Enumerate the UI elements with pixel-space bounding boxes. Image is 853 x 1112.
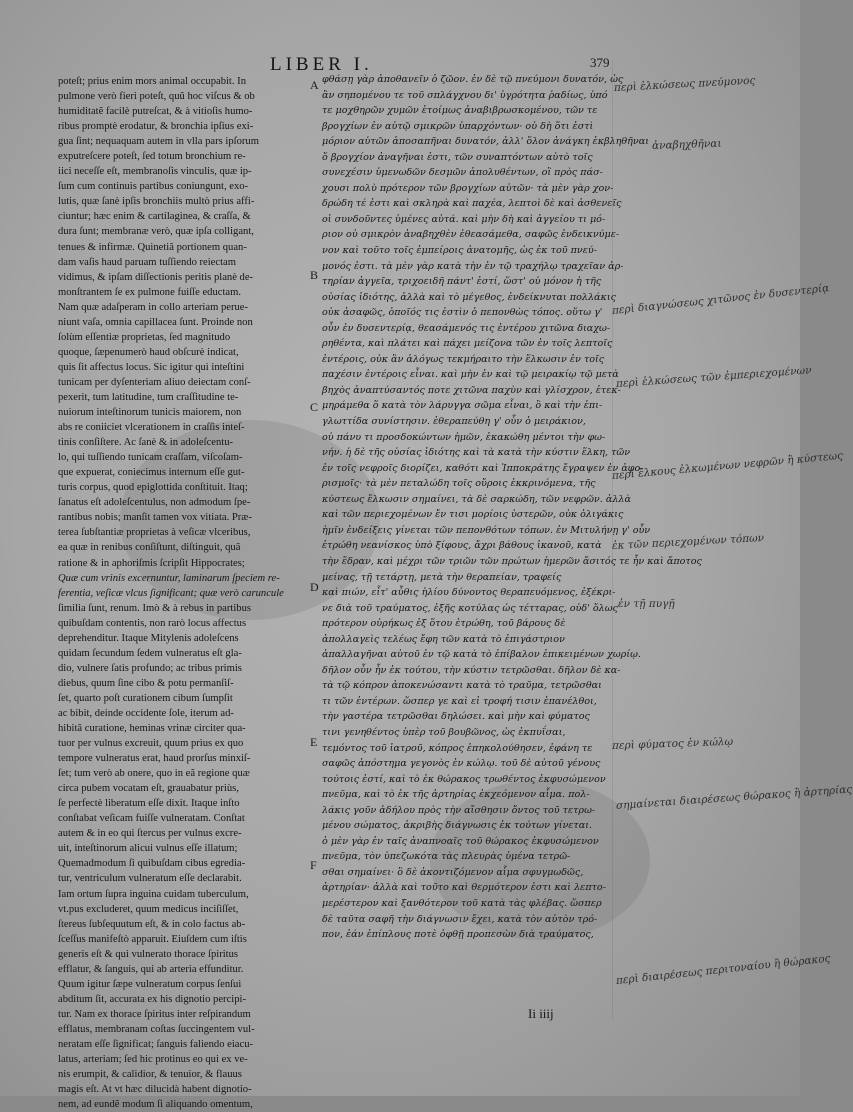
latin-line: tur. Nam ex thorace ſpiritus inter reſpirandum	[58, 1008, 251, 1020]
latin-line: vt.pus excluderet, quum medicus inciſiſſet,	[58, 903, 239, 915]
running-title: LIBER I.	[270, 54, 373, 75]
greek-line: ἀπαλλαγῆναι αὐτοῦ ἐν τῷ κατὰ τὸ ἐπίβαλον ἐπικειμένων χωρίῳ.	[322, 649, 641, 661]
latin-line: ribus promptè erodatur, & bronchia ipſius exi-	[58, 121, 254, 133]
greek-line: τούτοις ἐστί, καὶ τὸ ἐκ θώρακος τρωθέντος ἐκφυσώμενον	[322, 773, 606, 785]
greek-line: δὲ ταῦτα σαφῆ τὴν διάγνωσιν ἔχει, κατὰ τὸν αὐτὸν τρό-	[322, 913, 598, 925]
signature-mark: Ii iiij	[528, 1006, 554, 1021]
latin-line: ratione & in aphoriſmis ſcripſit Hippocrates;	[58, 557, 245, 569]
latin-line: dam vaſis haud paruam tuſſiendo reiectam	[58, 256, 236, 268]
latin-line: efflatus, membranam coſtas ſuccingentem vul-	[58, 1023, 255, 1035]
latin-line: dio, vulnere ſatis profundo; ac tribus primis	[58, 662, 242, 674]
latin-column	[58, 74, 308, 1112]
greek-line: ὅ βρογχίον ἀναγῆναι ἐστι, τῶν συναπτόντων αὐτὸ τοῖς	[322, 151, 593, 163]
latin-line: ſceſſus manifeſtò apparuit. Eiuſdem cum iſtis	[58, 933, 247, 945]
latin-line: tempore vulneratus erat, haud prorſus minxiſ-	[58, 753, 251, 765]
section-letter: B	[310, 268, 319, 282]
latin-line: ſanatus eſt adoleſcentulus, non admodum ſpe-	[58, 497, 251, 509]
latin-line: diebus, quum ſine cibo & potu permanſiſ-	[58, 677, 234, 689]
greek-line: τὴν γαστέρα τετρῶσθαι δηλώσει. καὶ μὴν καὶ φύματος	[322, 711, 590, 723]
latin-line: gua ſint; nequaquam autem in vlla pars ipſorum	[58, 136, 259, 148]
greek-line: μείνας, τῇ τετάρτῃ, μετὰ τὴν θεραπείαν, τραφείς	[322, 571, 562, 583]
greek-line: τι τῶν ἐντέρων. ὥσπερ γε καὶ εἰ τροφή τισιν ἐπανέλθοι,	[322, 695, 597, 707]
section-letter: F	[310, 858, 317, 872]
greek-line: ἂν σηπομένου τε τοῦ σπλάγχνου δι' ὑγρότητα ῥαδίως, ὑπό	[322, 89, 608, 101]
latin-line: ſolùm eſſentiæ proprietas, ſed magnitudo	[58, 331, 231, 343]
latin-line: Quum igitur ſæpe vulneratum corpus ſenſui	[58, 978, 242, 990]
latin-line: humiditatẽ facilè putreſcat, & à vitioſis humo-	[58, 106, 253, 118]
latin-line: rantibus nobis; manſit tamen vox vitiata. Præ-	[58, 512, 252, 524]
handwritten-margin-note: περὶ ἑλκώσεως τῶν ἐμπεριεχομένων	[615, 364, 812, 390]
greek-line: τε μοχθηρῶν χυμῶν ἑτοίμως ἀναβιβρωσκομένου, τῶν τε	[322, 105, 598, 117]
latin-line: autem & in eo qui ſtercus per vulnus excre-	[58, 828, 242, 840]
handwritten-margin-note: περὶ διαιρέσεως περιτοναίου ἢ θώρακος	[615, 952, 832, 987]
greek-line: ἐντέροις, οὐκ ἂν ἀλόγως τεκμήραιτο τὴν ἕλκωσιν ἐν τοῖς	[322, 353, 605, 365]
greek-line: συνεχέσιν ὑμενωδῶν δεσμῶν ἀπολυθέντων, οἳ πρὸς πάσ-	[322, 167, 603, 179]
greek-line: τὴν ἕδραν, καὶ μέχρι τῶν τριῶν τῶν πρώτων ἡμερῶν ἄσιτός τε ἦν καὶ ἄποτος	[322, 555, 702, 567]
handwritten-margin-note: σημαίνεται διαιρέσεως θώρακος ἢ ἀρτηρίας	[615, 783, 853, 812]
greek-line: πον, ἐάν ἐπίπλους ποτὲ ὀφθῇ προπεσὼν διὰ τραύματος,	[322, 929, 594, 941]
latin-line: magis eſt. At vt hæc dilucidà habent dignotio-	[58, 1084, 252, 1096]
section-letter: C	[310, 400, 319, 414]
latin-line: lutis, quæ ſanè ipſis bronchiis multò prius affi-	[58, 196, 255, 208]
greek-line: τεμόντος τοῦ ἰατροῦ, κόπρος ἐπηκολούθησεν, ἐφάνη τε	[322, 742, 593, 754]
greek-line: παχέσιν ἐντέροις εἶναι. καὶ μὴν ἐν καὶ τῷ μειρακίῳ τῷ μετὰ	[322, 369, 619, 381]
greek-line: νον καὶ τοῦτο τοῖς ἐμπείροις ἀνατομῆς, ὡς ἐκ τοῦ πνεύ-	[322, 245, 597, 257]
greek-line: οὖν ἐν δυσεντερίᾳ, θεασάμενός τις ἐντέρου χιτῶνα διαχω-	[322, 322, 611, 334]
greek-line: ἐν τοῖς νεφροῖς διορίζει, καθότι καὶ Ἱπποκράτης ἔγραψεν ἐν ἀφο-	[322, 462, 644, 474]
latin-line: tunicam per dyſenteriam aliuo deiectam conſ-	[58, 376, 251, 388]
latin-line: turis corpus, quod epiglottida conſtituit. Itaq;	[58, 482, 248, 494]
handwritten-margin-note: ἀναβηχθῆναι	[651, 137, 722, 152]
latin-line: conſtabat veſicam fuiſſe vulneratam. Conſtat	[58, 813, 245, 825]
latin-line: ſe perfectè liberatum eſſe dixit. Itaque inſto	[58, 798, 240, 810]
latin-line: monſtrantem ſe ex pulmone fuiſſe eductam.	[58, 286, 241, 298]
latin-line: hibitã curatione, heminas vrinæ circiter qua-	[58, 723, 246, 735]
latin-line: nem, ad eundẽ modum ſi aliquando omentum,	[58, 1099, 253, 1111]
greek-line: ρηθέντα, καὶ πλάτει καὶ πάχει μείζονα τῶν ἐν τοῖς λεπτοῖς	[322, 338, 613, 350]
latin-line: vidimus, & ipſam diſſectionis peritis planè de-	[58, 271, 254, 283]
latin-line: abs re coniiciet vlcerationem in craſſis inteſ-	[58, 422, 245, 434]
latin-line: nuiorum inteſtinorum tunicis maiorem, non	[58, 407, 242, 419]
greek-line: νε διὰ τοῦ τραύματος, ἑξῆς κοτύλας ὡς τέτταρας, οὐδ' ὅλως	[322, 602, 618, 614]
greek-line: τηρίαν ἀγγεῖα, τριχοειδῆ πάντ' ἐστί, ὥστ' οὐ μόνον ἡ τῆς	[322, 276, 602, 288]
greek-line: καὶ τῶν περιεχομένων ἔν τισι μορίοις ὑστερῶν, οὐκ ὀλιγάκις	[322, 509, 624, 521]
latin-line: efflatur, & ſanguis, qui ab arteria effunditur.	[58, 963, 244, 975]
handwritten-margin-note: ἐκ τῶν περιεχομένων τόπων	[611, 532, 765, 552]
latin-line: circa pubem vocatam eſt, grauabatur priùs,	[58, 783, 239, 795]
section-letter: A	[310, 78, 319, 92]
greek-line: δρώδη τέ ἐστι καὶ σκληρὰ καὶ παχέα, λεπτοὶ δὲ καὶ ἀσθενεῖς	[322, 198, 622, 210]
latin-line: quidam ſecundum ſedem vulneratus eſt gla-	[58, 647, 242, 659]
latin-line: niunt vaſa, omnia capillacea ſunt. Proinde non	[58, 316, 253, 328]
latin-line: quibuſdam contentis, non rarò locus affectus	[58, 617, 247, 629]
greek-line: τὰ τῷ κόπρον ἀποκενώσαντι κατὰ τὸ τραῦμα, τετρῶσθαι	[322, 680, 602, 692]
greek-line: ἀρτηρίαν· ἀλλὰ καὶ τοῦτο καὶ θερμότερον ἐστι καὶ λεπτο-	[322, 882, 606, 894]
latin-line: tinis conſiſtere. Ac ſanè & in adoleſcentu-	[58, 437, 234, 449]
latin-line: Nam quæ adaſperam in collo arteriam perue-	[58, 301, 249, 313]
latin-line: ſet; tum verò ab onere, quo in eã regione quæ	[58, 768, 250, 780]
latin-line: Quemadmodum ſi quibuſdam cibus egredia-	[58, 858, 246, 870]
latin-line: exputreſcere poteſt, ſed totum bronchium re-	[58, 151, 246, 163]
latin-line: ea quæ in renibus conſiſtunt, diſtinguit, quã	[58, 542, 241, 554]
latin-line: ferentia, veſicæ vlcus ſignificant; quæ verò caruncule	[58, 587, 284, 599]
greek-line: ριον οὐ σμικρὸν ἀναβηχθὲν ἐθεασάμεθα, σαφῶς ἐνδεικνύμε-	[322, 229, 620, 241]
latin-line: dura ſunt; membranæ verò, quæ ipſa colligant,	[58, 226, 254, 238]
greek-line: σαφῶς ἀπόστημα γεγονὸς ἐν κώλῳ. τοῦ δὲ αὐτοῦ γένους	[322, 758, 601, 770]
latin-line: quoque, ſæpenumerò haud obſcurè indicat,	[58, 346, 239, 358]
greek-line: γλωττίδα συνίστησιν. ἐθεραπεύθη γ' οὖν ὁ μειράκιον,	[322, 416, 586, 428]
latin-line: iici neceſſe eſt, membranoſis vinculis, quæ ip-	[58, 166, 252, 178]
greek-line: οὐ πάνυ τι προσδοκώντων ἡμῶν, ἐκακώθη μέντοι τὴν φω-	[322, 431, 606, 443]
greek-line: πνεῦμα, τὸν ὑπεζωκότα τὰς πλευρὰς ὑμένα τετρῶ-	[322, 851, 571, 863]
greek-line: μονός ἐστι. τὰ μὲν γὰρ κατὰ τὴν ἐν τῷ τραχήλῳ τραχεῖαν ἀρ-	[322, 260, 624, 272]
greek-line: οὐσίας ἰδιότης, ἀλλὰ καὶ τὸ μέγεθος, ἐνδείκνυται πολλάκις	[322, 291, 616, 303]
greek-line: ρισμοῖς· τὰ μὲν πεταλώδη τοῖς οὔροις ἐκκρινόμενα, τῆς	[322, 478, 596, 490]
greek-line: λάκις γοῦν ἀδήλου πρὸς τὴν αἴσθησιν ὄντος τοῦ τετρω-	[322, 804, 596, 816]
latin-line: tur, ventriculum vulneratum eſſe declarabit.	[58, 873, 242, 885]
latin-line: nis erumpit, & calidior, & tenuior, & flauus	[58, 1069, 242, 1081]
latin-line: neratam eſſe ſignificat; ſanguis faliendo eiacu-	[58, 1039, 254, 1050]
latin-line: ſet, quarto poſt curationem cibum ſumpſit	[58, 692, 233, 704]
page-number: 379	[590, 55, 610, 70]
section-letter: D	[310, 580, 319, 594]
greek-line: βρογχίων ἐν αὐτῷ σμικρῶν ὑπαρχόντων· οὐ δὴ ὅτι ἐστὶ	[322, 120, 594, 132]
latin-line: tuor per vulnus excreuit, quum prius ex quo	[58, 738, 244, 750]
greek-line: οὐκ ἀσαφῶς, ὁποῖός τις ἐστὶν ὁ πεπονθὼς τόπος. οὕτω γ'	[322, 307, 603, 319]
greek-line: χουσι πολὺ πρότερον τῶν βρογχίων αὐτῶν· τὰ μὲν γὰρ χον-	[322, 182, 614, 194]
handwritten-margin-note: περὶ φύματος ἐν κώλῳ	[611, 735, 734, 752]
latin-line: lo, qui tuſſiendo tunicam craſſam, viſcoſam-	[58, 452, 243, 464]
greek-line: δῆλον οὖν ἦν ἐκ τούτου, τὴν κύστιν τετρῶσθαι. δῆλον δὲ κα-	[322, 664, 621, 676]
latin-line: generis eſt & qui vulnerato thorace ſpiritus	[58, 948, 239, 960]
latin-line: Quæ cum vrinis excernuntur, laminarum ſpeciem re-	[58, 572, 280, 584]
handwritten-margin-note: περὶ ἕλκους ἐλκωμένων νεφρῶν ἢ κύστεως	[611, 449, 844, 482]
greek-line: σθαι σημαίνει· ὃ δὲ ἀκοντιζόμενον αἷμα σφυγμωδῶς,	[322, 866, 584, 878]
section-letter: E	[310, 735, 318, 749]
handwritten-margin-note: περὶ διαγνώσεως χιτῶνος ἐν δυσεντερίᾳ	[611, 282, 830, 317]
latin-line: ſimilia ſunt, renum. Imò & à rebus in partibus	[58, 602, 252, 614]
greek-line: πρότερον οὐρήκως ἐξ ὅτου ἐτρώθη, τοῦ βάρους δὲ	[322, 618, 566, 630]
greek-line: πνεῦμα, καὶ τὸ ἐκ τῆς ἀρτηρίας ἐκχεόμενον αἷμα. πολ-	[322, 789, 590, 801]
latin-line: quis ſit affectus locus. Sic igitur qui inteſtini	[58, 361, 245, 373]
greek-line: νήν. ἡ δὲ τῆς οὐσίας ἰδιότης καὶ τὰ κατὰ τὴν κύστιν ἕλκη, τῶν	[322, 447, 631, 459]
latin-line: pulmone verò fieri poteſt, quũ hoc viſcus & ob	[58, 91, 255, 103]
latin-line: abditum ſit, accurata ex his dignotio percipi-	[58, 993, 246, 1005]
latin-line: deprehenditur. Itaque Mitylenis adoleſcens	[58, 632, 239, 644]
greek-line: ἐτρώθη νεανίσκος ὑπὸ ξίφους, ἄχρι βάθους ἱκανοῦ, κατὰ	[322, 540, 602, 552]
greek-line: φθάσῃ γὰρ ἀποθανεῖν ὁ ζῶον. ἐν δὲ τῷ πνεύμονι δυνατόν, ὡς	[322, 74, 624, 85]
latin-line: ſum cum continuis partibus coniungunt, exo-	[58, 181, 249, 193]
greek-line: μηράμεθα ὅ κατὰ τὸν λάρυγγα σῶμα εἶναι, ὃ καὶ τὴν ἐπι-	[322, 400, 603, 412]
greek-line: μόριον αὐτῶν ἀποσαπῆναι δυνατόν, ἀλλ' ὅλον ἀνάγκη ἐκβληθῆναι	[322, 136, 649, 148]
greek-line: κύστεως ἕλκωσιν σημαίνει, τὰ δὲ σαρκώδη, τῶν νεφρῶν. ἀλλὰ	[322, 493, 631, 505]
latin-line: pexerit, tum latitudine, tum craſſitudine te-	[58, 391, 239, 403]
latin-line: ac bibit, deinde occidente ſole, iterum ad-	[58, 707, 234, 719]
greek-line: ὁ μὲν γὰρ ἐν ταῖς ἀναπνοαῖς τοῦ θώρακος ἐκφυσώμενον	[322, 835, 599, 847]
latin-line: poteſt; prius enim mors animal occupabit. In	[58, 76, 246, 87]
greek-line: ἀπολλαγεὶς τελέως ἔφη τῶν κατὰ τὸ ἐπιγάστριον	[322, 633, 565, 645]
latin-line: latus, arteriam; ſed hic protinus eo qui ex ve-	[58, 1054, 248, 1066]
latin-line: terea ſubſtantiæ proprietas à veſicæ vlceribus,	[58, 527, 251, 539]
greek-line: καὶ πιών, εἶτ' αὖθις ἡλίου δύνοντος θεραπευόμενος, ἐξέκρι-	[322, 587, 616, 599]
latin-line: Iam ortum ſupra inguina cuidam tuberculum,	[58, 888, 249, 900]
latin-line: uit, inteſtinorum alicui vulnus eſſe illatum;	[58, 843, 238, 855]
latin-line: ciuntur; hæc enim & cartilaginea, & craſſa, &	[58, 211, 251, 223]
greek-line: τινι γενηθέντος ὑπὲρ τοῦ βουβῶνος, ὡς ἐκπυΐσαι,	[322, 726, 566, 738]
latin-line: que expuerat, coniecimus internum eſſe gut-	[58, 467, 245, 479]
greek-line: βηχὸς ἀναπτύσαντός ποτε χιτῶνα παχὺν καὶ γλίσχρον, ἐτεκ-	[322, 384, 621, 396]
latin-line: tenues & infirmæ. Quinetiã portionem quan-	[58, 241, 247, 253]
latin-line: ſtereus ſubſequutum eſt, & in colo factus ab-	[58, 918, 246, 930]
greek-line: οἱ συνδοῦντες ὑμένες αὐτά. καὶ μὴν δὴ καὶ ἀγγείου τι μό-	[322, 213, 606, 225]
greek-line: μένου σώματος, ἀκριβὴς διάγνωσις ἐκ τούτων γίνεται.	[322, 820, 593, 832]
handwritten-margin-note: ἐν τῇ πυγῇ	[618, 598, 675, 610]
greek-line: μερέστερον καὶ ξανθότερον τοῦ κατὰ τὰς φλέβας. ὥσπερ	[322, 897, 602, 909]
greek-line: ἡμῖν ἐνδείξεις γίνεται τῶν πεπονθότων τόπων. ἐν Μιτυλήνῃ γ' οὖν	[322, 524, 651, 536]
handwritten-margin-note: περὶ ἑλκώσεως πνεύμονος	[613, 74, 756, 94]
